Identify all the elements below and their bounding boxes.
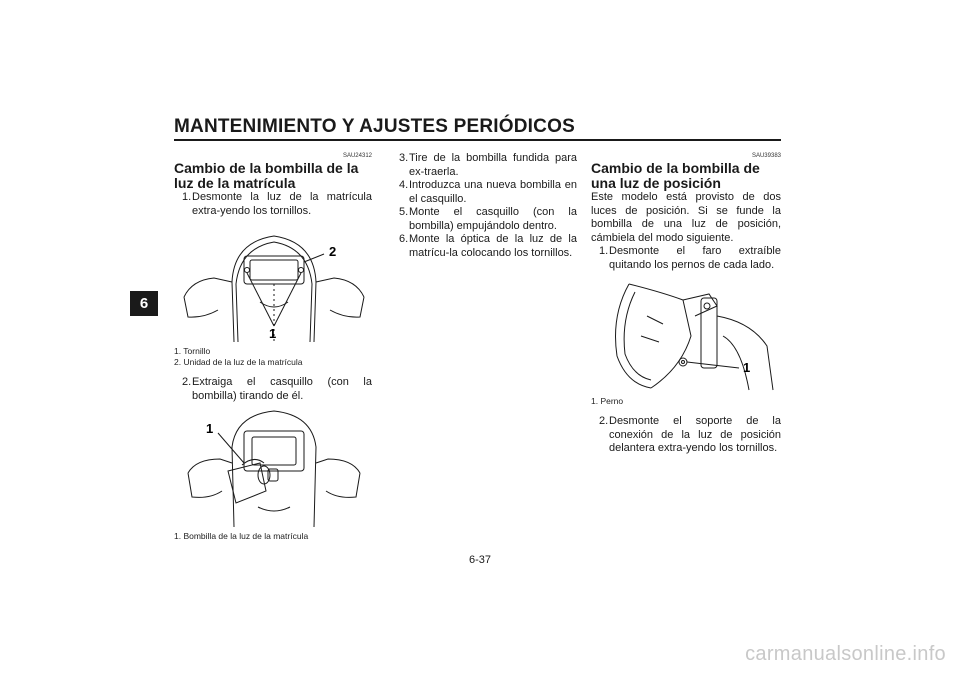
- callout-1: 1: [206, 421, 214, 436]
- step-3: [391, 152, 577, 179]
- step-2: [591, 415, 781, 456]
- step-1: [591, 245, 781, 272]
- step-text: Tire de la bombilla fundida para ex-traerla.: [409, 152, 577, 178]
- step-number: 1.: [599, 245, 609, 257]
- headlight-figure: [591, 276, 781, 394]
- column-right: [591, 152, 781, 456]
- step-number: 2.: [599, 415, 609, 427]
- figure-caption: 1. Perno: [591, 396, 624, 406]
- callout-1: 1: [743, 360, 751, 375]
- intro-paragraph: Este modelo está provisto de dos luces de posición. Si se funde la bombilla de una luz de posición, cámbiela del modo siguiente.: [591, 191, 781, 244]
- chapter-tab[interactable]: 6: [130, 291, 158, 316]
- section-title: Cambio de la bombilla de la luz de la matrícula: [174, 160, 359, 191]
- step-number: 5.: [399, 206, 409, 218]
- column-left: [174, 152, 372, 542]
- step-text: Desmonte el soporte de la conexión de la luz de posición delantera extra-yendo los tornillos.: [609, 415, 781, 454]
- section-code: SAU39383: [751, 153, 781, 159]
- step-text: Extraiga el casquillo (con la bombilla) tirando de él.: [192, 376, 372, 402]
- column-middle: [391, 152, 577, 260]
- callout-2: 2: [329, 244, 337, 259]
- step-5: [391, 206, 577, 233]
- callout-1: 1: [269, 326, 277, 341]
- header-rule: [174, 139, 781, 141]
- step-number: 3.: [399, 152, 409, 164]
- step-1: [174, 191, 372, 218]
- license-light-figure: [174, 222, 372, 344]
- step-number: 4.: [399, 179, 409, 191]
- watermark[interactable]: carmanualsonline.info: [745, 643, 946, 665]
- figure-caption: 1. Bombilla de la luz de la matrícula: [174, 531, 309, 541]
- figure-caption: 2. Unidad de la luz de la matrícula: [174, 357, 303, 367]
- step-4: [391, 179, 577, 206]
- step-number: 6.: [399, 233, 409, 245]
- step-text: Desmonte el faro extraíble quitando los pernos de cada lado.: [609, 245, 781, 271]
- step-text: Monte la óptica de la luz de la matrícu-la colocando los tornillos.: [409, 233, 577, 259]
- step-number: 1.: [182, 191, 192, 203]
- step-text: Desmonte la luz de la matrícula extra-yendo los tornillos.: [192, 191, 372, 217]
- step-text: Monte el casquillo (con la bombilla) empujándolo dentro.: [409, 206, 577, 232]
- section-code: SAU24312: [342, 153, 372, 159]
- page-number: 6-37: [468, 554, 492, 566]
- step-2: [174, 376, 372, 403]
- page-title: MANTENIMIENTO Y AJUSTES PERIÓDICOS: [174, 116, 575, 137]
- step-6: [391, 233, 577, 260]
- bulb-socket-figure: [174, 407, 372, 529]
- step-number: 2.: [182, 376, 192, 388]
- figure-caption: 1. Tornillo: [174, 346, 211, 356]
- step-text: Introduzca una nueva bombilla en el casquillo.: [409, 179, 577, 205]
- section-title: Cambio de la bombilla de una luz de posición: [591, 160, 760, 191]
